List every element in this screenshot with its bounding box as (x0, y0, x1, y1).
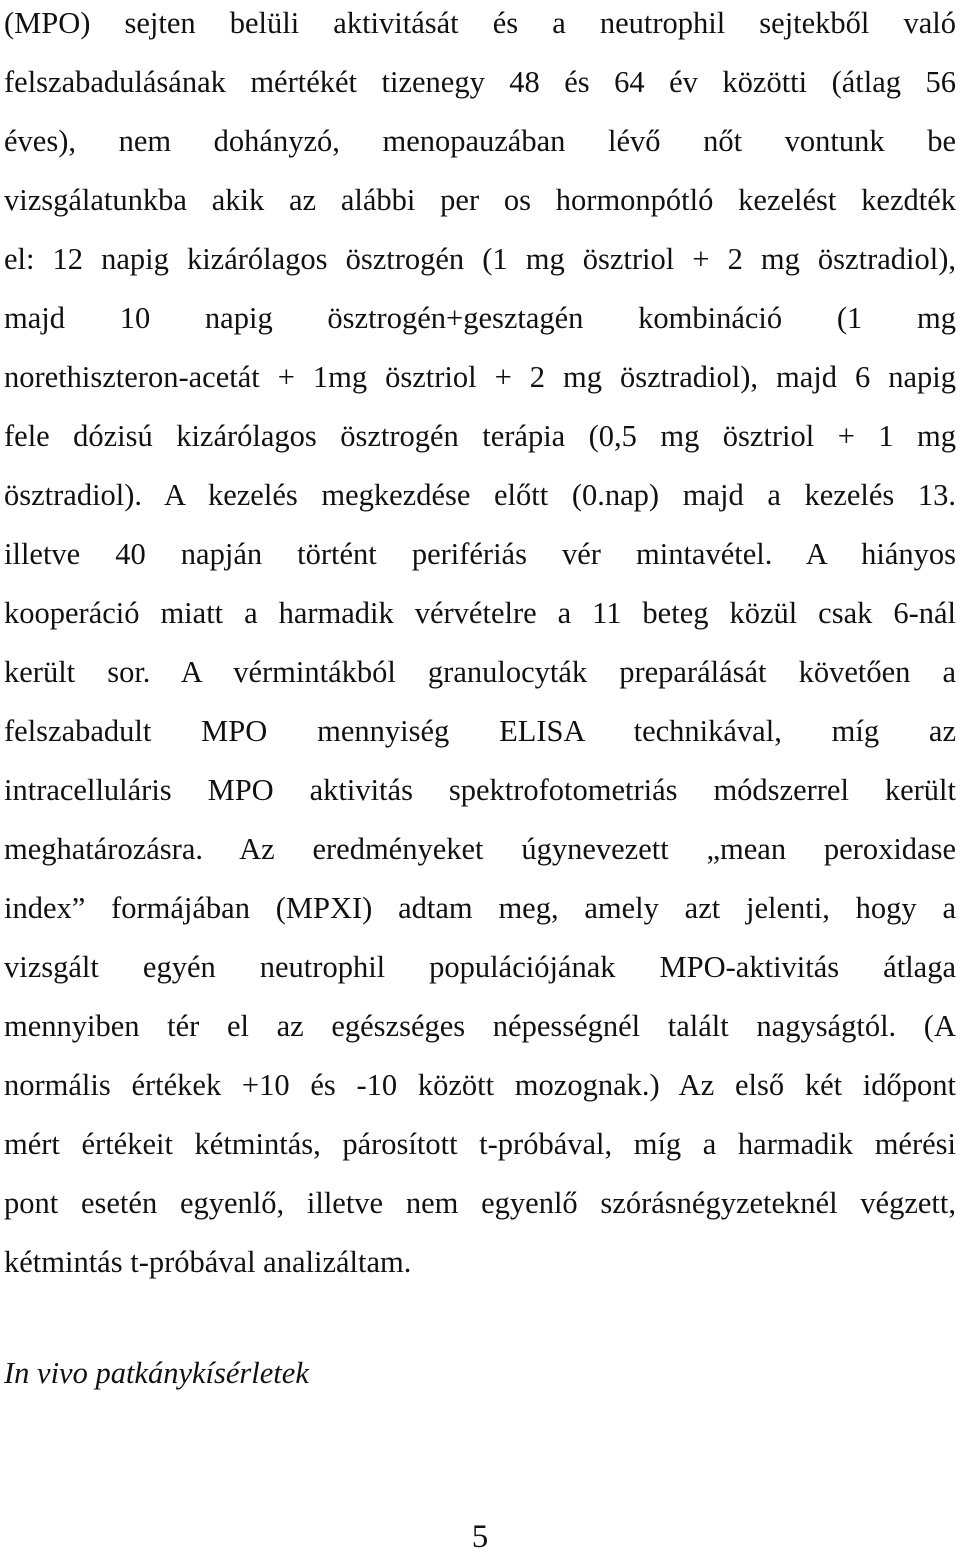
text-line: el: 12 napig kizárólagos ösztrogén (1 mg ösztriol + 2 mg ösztradiol), (4, 242, 956, 276)
text-line: felszabadult MPO mennyiség ELISA technikával, míg az (4, 714, 956, 748)
text-line: ösztradiol). A kezelés megkezdése előtt (0.nap) majd a kezelés 13. (4, 478, 956, 512)
text-line: normális értékek +10 és -10 között mozognak.) Az első két időpont (4, 1068, 956, 1102)
page-number: 5 (471, 1519, 489, 1555)
text-line: (MPO) sejten belüli aktivitását és a neutrophil sejtekből való (4, 6, 956, 40)
body-paragraph (4, 0, 956, 1292)
text-line: index” formájában (MPXI) adtam meg, amely azt jelenti, hogy a (4, 891, 956, 925)
text-line: kétmintás t-próbával analizáltam. (4, 1245, 412, 1279)
text-line: norethiszteron-acetát + 1mg ösztriol + 2 mg ösztradiol), majd 6 napig (4, 360, 956, 394)
text-line: kooperáció miatt a harmadik vérvételre a 11 beteg közül csak 6-nál (4, 596, 956, 630)
text-line: mennyiben tér el az egészséges népességnél talált nagyságtól. (A (4, 1009, 956, 1043)
text-line: fele dózisú kizárólagos ösztrogén terápia (0,5 mg ösztriol + 1 mg (4, 419, 956, 453)
text-line: illetve 40 napján történt perifériás vér mintavétel. A hiányos (4, 537, 956, 571)
text-line: pont esetén egyenlő, illetve nem egyenlő szórásnégyzeteknél végzett, (4, 1186, 956, 1220)
text-line: majd 10 napig ösztrogén+gesztagén kombináció (1 mg (4, 301, 956, 335)
text-line: vizsgált egyén neutrophil populációjának MPO-aktivitás átlaga (4, 950, 956, 984)
text-line: éves), nem dohányzó, menopauzában lévő nőt vontunk be (4, 124, 956, 158)
section-heading: In vivo patkánykísérletek (4, 1356, 309, 1390)
text-line: mért értékeit kétmintás, párosított t-próbával, míg a harmadik mérési (4, 1127, 956, 1161)
text-line: intracelluláris MPO aktivitás spektrofotometriás módszerrel került (4, 773, 956, 807)
text-line: került sor. A vérmintákból granulocyták preparálását követően a (4, 655, 956, 689)
text-line: vizsgálatunkba akik az alábbi per os hormonpótló kezelést kezdték (4, 183, 956, 217)
text-line: felszabadulásának mértékét tizenegy 48 és 64 év közötti (átlag 56 (4, 65, 956, 99)
text-line: meghatározásra. Az eredményeket úgynevezett „mean peroxidase (4, 832, 956, 866)
